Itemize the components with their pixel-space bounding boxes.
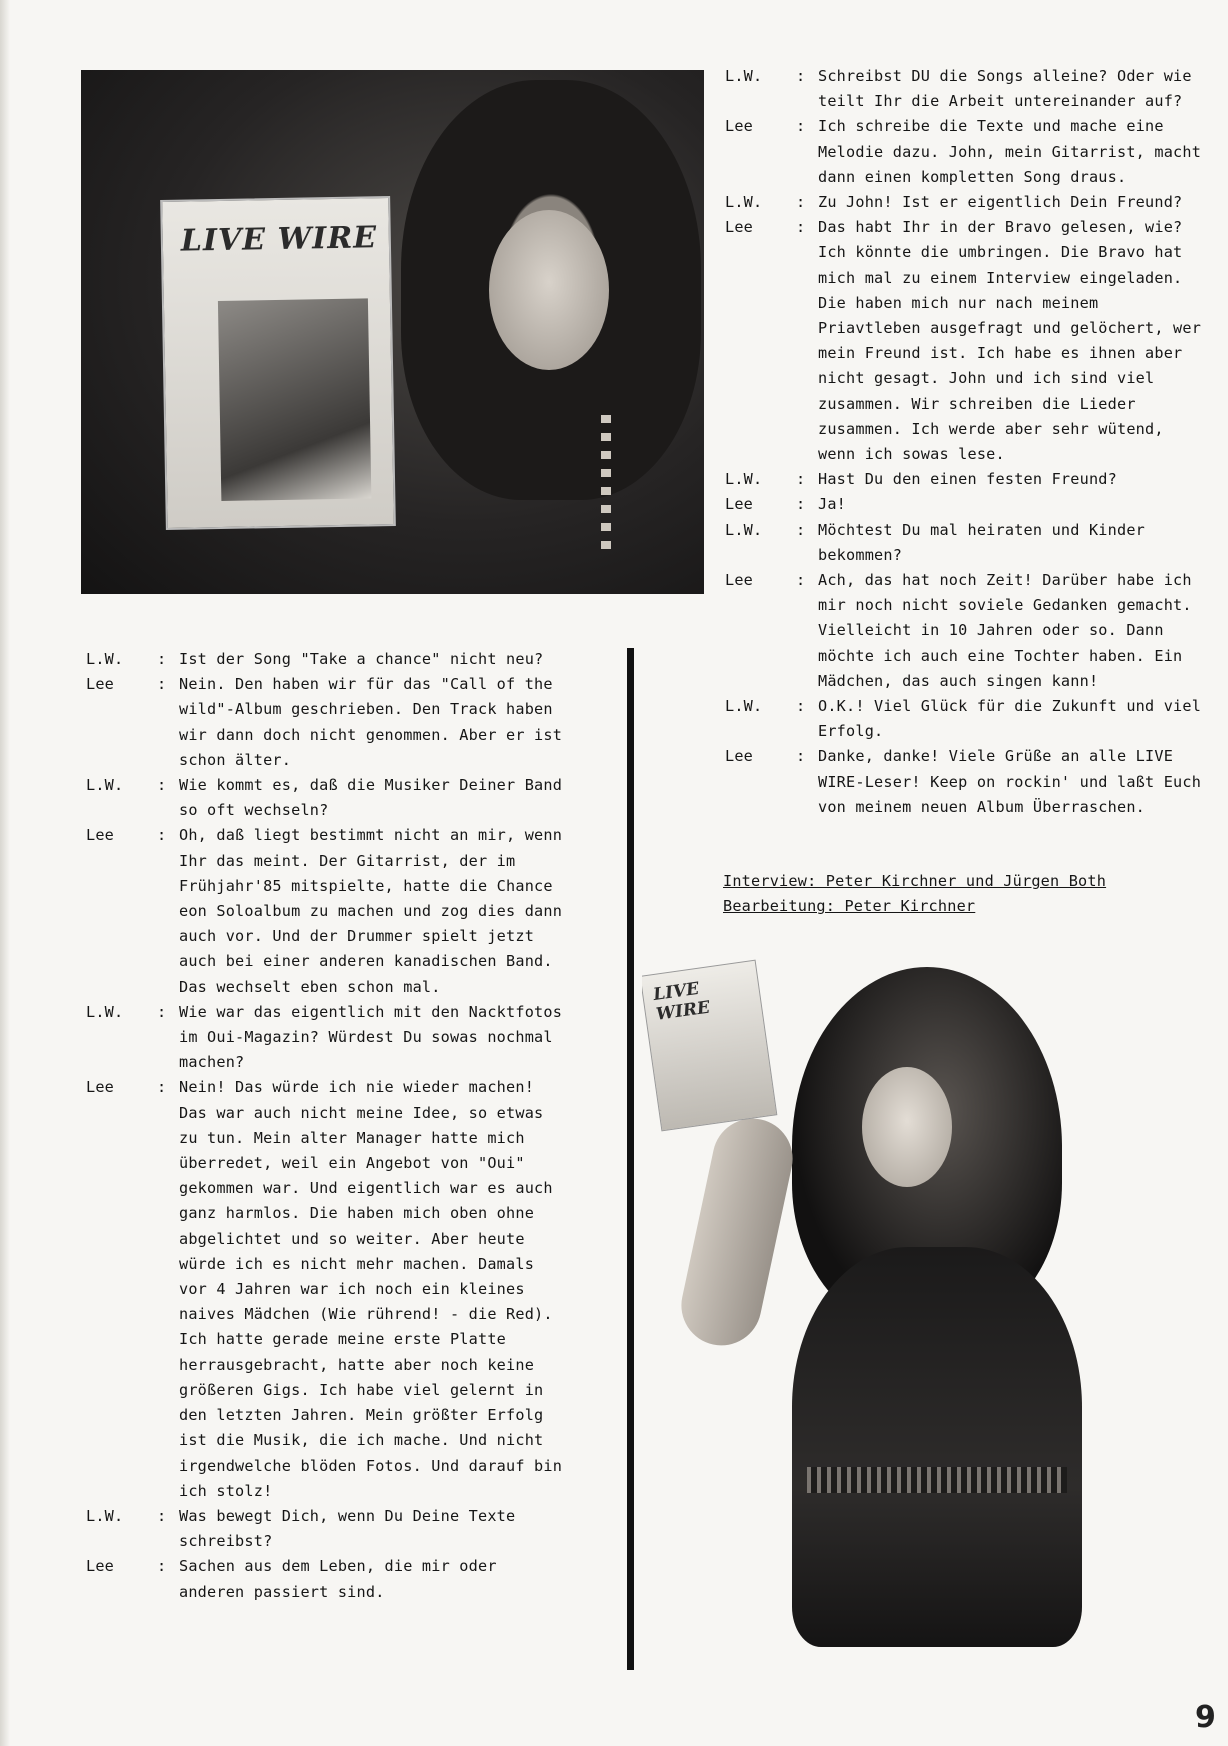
photo-face <box>862 1067 952 1187</box>
speaker-label: Lee <box>725 218 754 237</box>
interview-entry <box>86 647 566 672</box>
speech-text: Nein. Den haben wir für das "Call of the wild"-Album geschrieben. Den Track haben wir dann doch nicht genommen. Aber er ist schon älter. <box>179 675 563 769</box>
photo-lee-posing-with-magazine <box>642 947 1180 1647</box>
speaker-separator: : <box>157 1002 167 1021</box>
speaker-separator: : <box>796 218 806 237</box>
speaker-label: Lee <box>86 826 115 845</box>
interview-column-left <box>86 647 566 1605</box>
interview-entry <box>725 492 1205 517</box>
speaker-label: Lee <box>725 117 754 136</box>
interview-entry <box>725 64 1205 114</box>
speaker-separator: : <box>796 117 806 136</box>
speech-text: Hast Du den einen festen Freund? <box>818 470 1117 489</box>
speaker-separator: : <box>796 67 806 85</box>
speech-text: Wie war das eigentlich mit den Nacktfotos im Oui-Magazin? Würdest Du sowas nochmal machen? <box>179 1002 563 1072</box>
speaker-label: Lee <box>86 1557 115 1576</box>
credit-interview: Interview: Peter Kirchner und Jürgen Both <box>723 872 1107 890</box>
speaker-separator: : <box>796 495 806 514</box>
speaker-label: L.W. <box>86 1506 124 1525</box>
speaker-separator: : <box>157 1557 167 1576</box>
interview-entry <box>86 672 566 773</box>
speaker-label: L.W. <box>86 650 124 668</box>
interview-entry <box>725 190 1205 215</box>
speech-text: Ach, das hat noch Zeit! Darüber habe ich mir noch nicht soviele Gedanken gemacht. Vielleicht in 10 Jahren oder so. Dann möchte ich auch eine Tochter haben. Ein Mädchen, das auch singen kann! <box>818 571 1192 690</box>
speaker-label: Lee <box>725 747 754 766</box>
speech-text: Nein! Das würde ich nie wieder machen! Das war auch nicht meine Idee, so etwas zu tun. Mein alter Manager hatte mich überredet, weil ein Angebot von "Oui" gekommen war. Und eigentlich war es auch ganz harmlos. Die haben mich oben ohne abgelichtet und so weiter. Aber heute würde ich es nicht mehr machen. Damals vor 4 Jahren war ich noch ein kleines naives Mädchen (Wie rührend! - die Red). Ich hatte gerade meine erste Platte herrausgebracht, hatte aber noch keine größeren Gigs. Ich habe viel gelernt in den letzten Jahren. Mein größter Erfolg ist die Musik, die ich mache. Und nicht irgendwelche blöden Fotos. Und darauf bin ich stolz! <box>179 1078 563 1500</box>
speaker-separator: : <box>157 776 167 795</box>
photo-raised-arm <box>674 1111 800 1353</box>
interview-entry <box>725 114 1205 190</box>
column-divider <box>627 648 634 1670</box>
magazine-logo: LIVE WIRE <box>652 978 712 1025</box>
photo-studded-belt <box>807 1467 1067 1493</box>
speech-text: Wie kommt es, daß die Musiker Deiner Band so oft wechseln? <box>179 776 563 820</box>
speaker-label: L.W. <box>725 697 763 716</box>
speech-text: Oh, daß liegt bestimmt nicht an mir, wenn Ihr das meint. Der Gitarrist, der im Frühjahr'85 mitspielte, hatte die Chance eon Soloalbum zu machen und zog dies dann auch vor. Und der Drummer spielt jetzt auch bei einer anderen kanadischen Band. Das wechselt eben schon mal. <box>179 826 563 996</box>
magazine-cover-image <box>218 298 371 501</box>
photo-jacket-buttons <box>601 415 611 555</box>
magazine-logo: LIVE WIRE <box>180 220 378 259</box>
speaker-label: Lee <box>725 495 754 514</box>
speaker-label: L.W. <box>725 520 763 539</box>
photo-lee-holding-magazine <box>81 70 704 594</box>
interview-entry <box>725 744 1205 820</box>
speaker-separator: : <box>157 1078 167 1097</box>
speaker-label: Lee <box>86 1078 115 1097</box>
speaker-separator: : <box>157 826 167 845</box>
speech-text: Was bewegt Dich, wenn Du Deine Texte schreibst? <box>179 1506 516 1551</box>
interview-entry <box>86 1075 566 1503</box>
speech-text: Zu John! Ist er eigentlich Dein Freund? <box>818 193 1183 212</box>
speech-text: O.K.! Viel Glück für die Zukunft und viel Erfolg. <box>818 697 1202 741</box>
speech-text: Ist der Song "Take a chance" nicht neu? <box>179 650 544 668</box>
interview-entry <box>725 467 1205 492</box>
interview-entry <box>86 823 566 999</box>
interview-entry <box>725 568 1205 694</box>
speaker-separator: : <box>157 650 167 668</box>
speech-text: Sachen aus dem Leben, die mir oder anderen passiert sind. <box>179 1557 497 1601</box>
interview-column-right <box>725 64 1205 820</box>
speech-text: Danke, danke! Viele Grüße an alle LIVE WIRE-Leser! Keep on rockin' und laßt Euch von meinem neuen Album Überraschen. <box>818 747 1202 816</box>
speaker-label: Lee <box>725 571 754 590</box>
speaker-separator: : <box>157 1506 167 1525</box>
speech-text: Möchtest Du mal heiraten und Kinder bekommen? <box>818 520 1146 564</box>
speaker-separator: : <box>796 571 806 590</box>
speaker-label: L.W. <box>86 776 124 795</box>
speech-text: Schreibst DU die Songs alleine? Oder wie teilt Ihr die Arbeit untereinander auf? <box>818 67 1192 111</box>
speaker-separator: : <box>796 520 806 539</box>
speech-text: Das habt Ihr in der Bravo gelesen, wie? Ich könnte die umbringen. Die Bravo hat mich mal zu einem Interview eingeladen. Die haben mich nur nach meinem Priavtleben ausgefragt und gelöchert, wer mein Freund ist. Ich habe es ihnen aber nicht gesagt. John und ich sind viel zusammen. Wir schreiben die Lieder zusammen. Ich werde aber sehr wütend, wenn ich sowas lese. <box>818 218 1202 464</box>
speaker-separator: : <box>796 470 806 489</box>
interview-entry <box>725 518 1205 568</box>
photo-magazine-cover <box>160 196 396 530</box>
speaker-separator: : <box>157 675 167 694</box>
interview-entry <box>86 1504 566 1554</box>
speaker-label: L.W. <box>725 193 763 212</box>
interview-entry <box>86 1554 566 1604</box>
credit-editing: Bearbeitung: Peter Kirchner <box>723 897 976 916</box>
speaker-separator: : <box>796 697 806 716</box>
interview-entry <box>86 1000 566 1076</box>
photo-magazine-cover <box>642 960 777 1132</box>
speaker-label: L.W. <box>725 67 763 85</box>
speaker-label: Lee <box>86 675 115 694</box>
interview-entry <box>725 694 1205 744</box>
speaker-separator: : <box>796 193 806 212</box>
speech-text: Ja! <box>818 495 847 514</box>
speaker-label: L.W. <box>86 1002 124 1021</box>
interview-entry <box>725 215 1205 467</box>
photo-face <box>489 210 609 370</box>
speech-text: Ich schreibe die Texte und mache eine Melodie dazu. John, mein Gitarrist, macht dann einen kompletten Song draus. <box>818 117 1202 186</box>
speaker-label: L.W. <box>725 470 763 489</box>
page-edge <box>0 0 10 1746</box>
credits <box>723 869 1106 919</box>
interview-entry <box>86 773 566 823</box>
page-number: 9 <box>1195 1700 1216 1735</box>
photo-torso <box>792 1247 1082 1647</box>
speaker-separator: : <box>796 747 806 766</box>
